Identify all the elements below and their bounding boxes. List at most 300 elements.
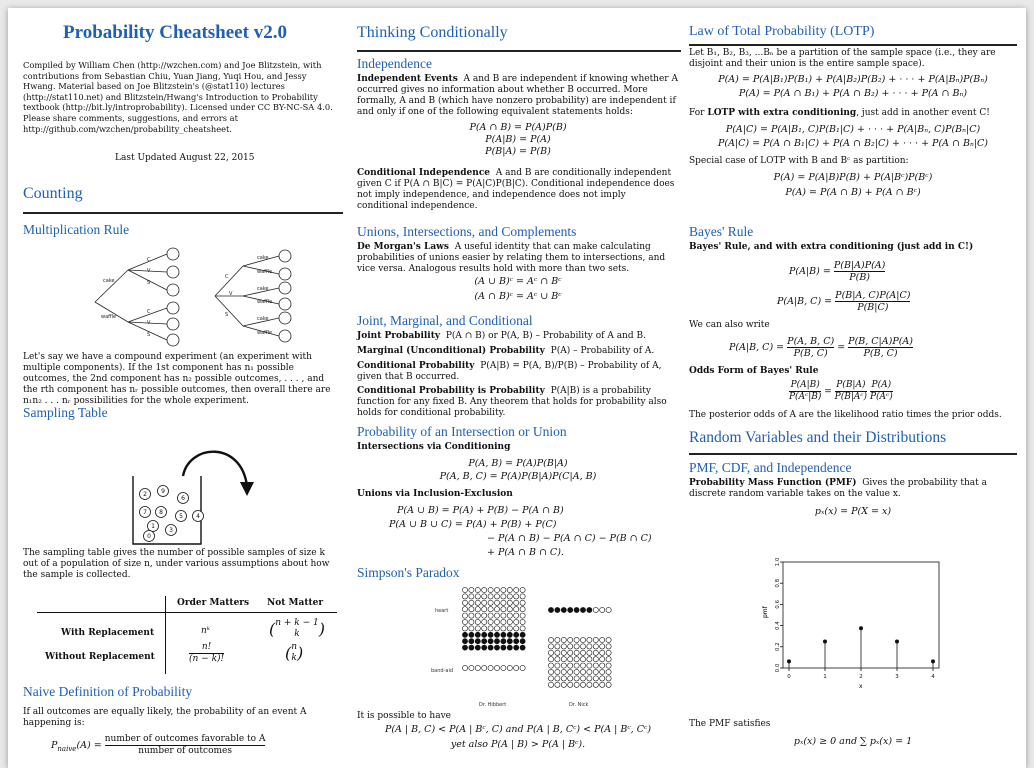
failure-dot	[600, 650, 605, 655]
binom-top: n + k − 1	[275, 618, 319, 628]
subsection-pmf-cdf: PMF, CDF, and Independence	[689, 460, 852, 475]
lotp-extra-bold: LOTP with extra conditioning	[707, 108, 857, 118]
section-rule	[23, 212, 343, 214]
success-dot	[488, 639, 493, 644]
failure-dot	[568, 637, 573, 642]
equation: (A ∩ B)ᶜ = Aᶜ ∪ Bᶜ	[474, 291, 562, 302]
section-thinking-conditionally: Thinking Conditionally	[357, 24, 508, 41]
odds-d1: P(Aᶜ|B)	[789, 392, 822, 402]
ball-label: 5	[179, 513, 183, 520]
failure-dot	[587, 644, 592, 649]
bayes-eq3-num1: P(A, B, C)	[787, 336, 835, 347]
bayes-eq2	[777, 290, 910, 313]
tree-branch: V	[229, 291, 233, 297]
pmf-conditions: pₓ(x) ≥ 0 and ∑ pₓ(x) = 1	[793, 736, 913, 747]
failure-dot	[482, 607, 487, 612]
equation: P(A) = P(A ∩ B₁) + P(A ∩ B₂) + · · · + P(A ∩ Bₙ)	[738, 88, 968, 99]
failure-dot	[600, 669, 605, 674]
failure-dot	[548, 657, 553, 662]
bayes-eq2-den: P(B|C)	[857, 302, 889, 313]
tree-label: waffle	[257, 330, 273, 336]
table-row-label: With Replacement	[61, 628, 155, 638]
failure-dot	[507, 665, 512, 670]
failure-dot	[587, 682, 592, 687]
failure-dot	[501, 619, 506, 624]
section-rule	[357, 50, 681, 52]
failure-dot	[606, 650, 611, 655]
failure-dot	[494, 665, 499, 670]
failure-dot	[475, 665, 480, 670]
failure-dot	[568, 663, 573, 668]
subsection-simpsons-paradox: Simpson's Paradox	[357, 565, 460, 580]
demorgan-label: De Morgan's Laws	[357, 242, 449, 252]
failure-dot	[494, 607, 499, 612]
failure-dot	[469, 619, 474, 624]
failure-dot	[548, 650, 553, 655]
equation: P(A ∪ B ∪ C) = P(A) + P(B) + P(C)	[389, 519, 557, 530]
table-header: Order Matters	[177, 598, 250, 608]
marginal-probability-text	[357, 346, 679, 357]
y-tick-label: 0.8	[775, 578, 781, 588]
odds-d3: P(Aᶜ)	[869, 392, 893, 402]
failure-dot	[561, 682, 566, 687]
pmf-satisfies-text: The PMF satisfies	[689, 719, 771, 729]
y-tick-label: 0.0	[775, 663, 781, 673]
success-dot	[514, 639, 519, 644]
success-dot	[482, 632, 487, 637]
failure-dot	[580, 669, 585, 674]
failure-dot	[482, 600, 487, 605]
ball-label: 9	[161, 488, 165, 495]
lotp-extra-post: , just add in another event C!	[856, 108, 990, 118]
failure-dot	[462, 613, 467, 618]
failure-dot	[520, 607, 525, 612]
failure-dot	[482, 587, 487, 592]
failure-dot	[462, 607, 467, 612]
failure-dot	[469, 600, 474, 605]
equation: yet also P(A | B) > P(A | Bᶜ).	[450, 739, 586, 750]
table-cell: ( n k )	[285, 642, 304, 663]
simpsons-paradox-diagram	[427, 586, 617, 708]
subsection-joint-marginal-conditional: Joint, Marginal, and Conditional	[357, 313, 533, 328]
simpson-heart-label: heart	[435, 608, 449, 614]
failure-dot	[593, 663, 598, 668]
tree-label: V	[147, 320, 151, 326]
cond-prob-is-prob-body: P(A|B) is a probability function for any fixed B. Any theorem that holds for probability also holds for conditional probability.	[357, 386, 667, 418]
success-dot	[580, 607, 585, 612]
x-tick-label: 3	[895, 674, 899, 680]
naive-sub: naive	[57, 744, 77, 753]
failure-dot	[494, 613, 499, 618]
failure-dot	[548, 669, 553, 674]
subsection-unions: Unions, Intersections, and Complements	[357, 224, 577, 239]
independent-events-text: A and B are independent if knowing whether A occurred gives no information about whether B occurred. More formally, A and B (which have nonzero probability) are independent if and only if one of the following equivalent statements holds:	[357, 74, 678, 117]
failure-dot	[574, 663, 579, 668]
equation: P(B|A) = P(B)	[485, 146, 551, 157]
success-dot	[501, 645, 506, 650]
failure-dot	[555, 637, 560, 642]
success-dot	[475, 639, 480, 644]
bayes-eq3-den2: P(B, C)	[863, 348, 898, 359]
failure-dot	[548, 644, 553, 649]
failure-dot	[574, 682, 579, 687]
subsection-intersection-union: Probability of an Intersection or Union	[357, 424, 567, 439]
success-dot	[494, 632, 499, 637]
section-random-variables: Random Variables and their Distributions	[689, 429, 947, 446]
failure-dot	[507, 619, 512, 624]
failure-dot	[561, 637, 566, 642]
failure-dot	[488, 607, 493, 612]
section-rule	[689, 44, 1017, 46]
failure-dot	[494, 626, 499, 631]
tree-label: waffle	[257, 269, 273, 275]
failure-dot	[488, 619, 493, 624]
x-tick-label: 4	[931, 674, 935, 680]
success-dot	[482, 645, 487, 650]
failure-dot	[514, 587, 519, 592]
failure-dot	[475, 600, 480, 605]
failure-dot	[574, 657, 579, 662]
conditional-probability-label: Conditional Probability	[357, 361, 475, 371]
equation: P(A ∪ B) = P(A) + P(B) − P(A ∩ B)	[397, 505, 564, 516]
success-dot	[587, 607, 592, 612]
failure-dot	[482, 613, 487, 618]
failure-dot	[488, 613, 493, 618]
bayes-eq1-den: P(B)	[849, 272, 871, 283]
naive-num: number of outcomes favorable to A	[104, 734, 266, 744]
failure-dot	[462, 600, 467, 605]
success-dot	[488, 632, 493, 637]
equation: P(A|C) = P(A ∩ B₁|C) + P(A ∩ B₂|C) + · · · + P(A ∩ Bₙ|C)	[717, 138, 989, 149]
x-tick-label: 2	[859, 674, 863, 680]
success-dot	[561, 607, 566, 612]
y-tick-label: 0.6	[775, 600, 781, 609]
pmf-point	[931, 659, 935, 663]
failure-dot	[600, 657, 605, 662]
failure-dot	[593, 657, 598, 662]
failure-dot	[488, 587, 493, 592]
pmf-ylabel: pmf	[762, 606, 769, 618]
table-cell: nᵏ	[201, 626, 211, 636]
conditional-probability-text	[357, 361, 679, 383]
multiplication-rule-text: Let's say we have a compound experiment (an experiment with multiple components). If the 1st component has n₁ possible outcomes, the 2nd component has n₂ possible outcomes, . . . , and the rth component has nᵣ possible outcomes, then overall there are n₁n₂ . . . nᵣ possibilities for the whole experiment.	[23, 352, 331, 406]
failure-dot	[482, 619, 487, 624]
pmf-point	[787, 659, 791, 663]
equation: P(A) = P(A ∩ B) + P(A ∩ Bᶜ)	[785, 187, 921, 198]
ball-label: 1	[151, 523, 155, 530]
failure-dot	[462, 594, 467, 599]
tree-label: C	[147, 309, 151, 315]
subsection-lotp: Law of Total Probability (LOTP)	[689, 24, 875, 39]
success-dot	[514, 645, 519, 650]
failure-dot	[501, 587, 506, 592]
tree-label: S	[147, 280, 151, 286]
failure-dot	[606, 637, 611, 642]
failure-dot	[514, 665, 519, 670]
page-title: Probability Cheatsheet v2.0	[63, 22, 287, 43]
failure-dot	[462, 626, 467, 631]
tree-label: C	[147, 257, 151, 263]
success-dot	[520, 639, 525, 644]
failure-dot	[587, 676, 592, 681]
failure-dot	[501, 600, 506, 605]
failure-dot	[561, 657, 566, 662]
bayes-eq1-num: P(B|A)P(A)	[833, 260, 886, 271]
y-tick-label: 0.2	[775, 642, 781, 652]
table-cell	[189, 642, 224, 665]
failure-dot	[488, 600, 493, 605]
tree-branch: waffle	[101, 314, 117, 320]
marginal-probability-label: Marginal (Unconditional) Probability	[357, 346, 545, 356]
failure-dot	[494, 600, 499, 605]
failure-dot	[587, 657, 592, 662]
intersections-via-conditioning: Intersections via Conditioning	[357, 442, 511, 452]
failure-dot	[600, 682, 605, 687]
failure-dot	[593, 682, 598, 687]
pmf-chart	[749, 552, 949, 692]
failure-dot	[587, 663, 592, 668]
failure-dot	[568, 669, 573, 674]
bayes-eq3-num2: P(B, C|A)P(A)	[848, 336, 913, 347]
failure-dot	[600, 644, 605, 649]
failure-dot	[475, 594, 480, 599]
failure-dot	[555, 682, 560, 687]
failure-dot	[494, 587, 499, 592]
failure-dot	[574, 676, 579, 681]
x-tick-label: 1	[823, 674, 827, 680]
table-cell: ( n + k − 1 k )	[269, 618, 326, 639]
tree-label: cake	[257, 316, 269, 322]
ball-label: 7	[143, 509, 147, 516]
failure-dot	[600, 663, 605, 668]
failure-dot	[600, 607, 605, 612]
ball-label: 4	[196, 513, 200, 520]
failure-dot	[548, 663, 553, 668]
ball-label: 2	[143, 491, 147, 498]
tree-branch: cake	[103, 278, 115, 284]
failure-dot	[568, 657, 573, 662]
pmf-point	[859, 626, 863, 630]
equation: P(A, B) = P(A)P(B|A)	[468, 458, 568, 469]
simpson-bandaid-label: band-aid	[431, 668, 454, 674]
ball-label: 0	[147, 533, 151, 540]
section-counting: Counting	[23, 185, 83, 202]
pmf-point	[895, 640, 899, 644]
y-tick-label: 0.4	[775, 621, 781, 630]
failure-dot	[488, 594, 493, 599]
failure-dot	[475, 626, 480, 631]
failure-dot	[568, 644, 573, 649]
failure-dot	[514, 619, 519, 624]
failure-dot	[520, 665, 525, 670]
failure-dot	[593, 669, 598, 674]
failure-dot	[475, 619, 480, 624]
failure-dot	[494, 619, 499, 624]
failure-dot	[469, 665, 474, 670]
subsection-independence: Independence	[357, 56, 432, 71]
success-dot	[469, 639, 474, 644]
failure-dot	[561, 644, 566, 649]
ball-label: 6	[181, 495, 185, 502]
equation: (A ∪ B)ᶜ = Aᶜ ∩ Bᶜ	[474, 276, 562, 287]
pmf-text	[689, 478, 1017, 500]
failure-dot	[593, 637, 598, 642]
failure-dot	[507, 613, 512, 618]
demorgan-text	[357, 242, 679, 275]
ball-label: 3	[169, 527, 173, 534]
failure-dot	[482, 594, 487, 599]
failure-dot	[520, 613, 525, 618]
failure-dot	[580, 637, 585, 642]
failure-dot	[593, 607, 598, 612]
unions-via-inclusion-exclusion: Unions via Inclusion-Exclusion	[357, 489, 513, 499]
independent-events-label: Independent Events	[357, 74, 458, 84]
failure-dot	[469, 587, 474, 592]
failure-dot	[475, 587, 480, 592]
intro-text: Compiled by William Chen (http://wzchen.com) and Joe Blitzstein, with contributions from Sebastian Chiu, Yuan Jiang, Yuqi Hou, and Jessy Hwang. Material based on Joe Blitzstein's (@stat110) lectures (http://stat110.net) and Blitzstein/Hwang's Introduction to Probability textbook (http://bit.ly/introprobability). Licensed under CC BY-NC-SA 4.0. Please share comments, suggestions, and errors at http://github.com/wzchen/probability_cheatsheet.	[23, 60, 333, 134]
failure-dot	[606, 682, 611, 687]
frac-den: (n − k)!	[189, 654, 225, 664]
failure-dot	[580, 663, 585, 668]
equation: P(A ∩ B) = P(A)P(B)	[469, 122, 567, 133]
bayes-eq1	[789, 260, 885, 283]
bayes-also-text: We can also write	[689, 320, 770, 330]
failure-dot	[548, 637, 553, 642]
failure-dot	[520, 587, 525, 592]
bayes-eq3-lhs: P(A|B, C) =	[729, 342, 785, 353]
failure-dot	[469, 594, 474, 599]
success-dot	[469, 632, 474, 637]
success-dot	[520, 632, 525, 637]
subsection-bayes-rule: Bayes' Rule	[689, 224, 754, 239]
failure-dot	[568, 682, 573, 687]
failure-dot	[574, 650, 579, 655]
ball-label: 8	[159, 509, 163, 516]
odds-n3: P(A)	[871, 380, 892, 390]
section-rule	[689, 453, 1017, 455]
failure-dot	[514, 626, 519, 631]
failure-dot	[507, 587, 512, 592]
failure-dot	[482, 665, 487, 670]
bayes-eq2-lhs: P(A|B, C) =	[777, 296, 833, 307]
equation: P(A|C) = P(A|B₁, C)P(B₁|C) + · · · + P(A|Bₙ, C)P(Bₙ|C)	[725, 124, 981, 135]
odds-n2: P(B|A)	[836, 380, 866, 390]
success-dot	[555, 607, 560, 612]
failure-dot	[507, 626, 512, 631]
lotp-text: Let B₁, B₂, B₃, ...Bₙ be a partition of the sample space (i.e., they are disjoint and their union is the entire sample space).	[689, 48, 996, 69]
conditional-independence-label: Conditional Independence	[357, 168, 491, 178]
failure-dot	[593, 676, 598, 681]
lotp-extra-pre: For	[689, 108, 705, 118]
failure-dot	[555, 650, 560, 655]
failure-dot	[462, 587, 467, 592]
sampling-table-text: The sampling table gives the number of possible samples of size k out of a population of size n, under various assumptions about how the sample is collected.	[23, 548, 330, 580]
pmf-body: Gives the probability that a discrete random variable takes on the value x.	[689, 478, 987, 499]
failure-dot	[494, 594, 499, 599]
failure-dot	[606, 644, 611, 649]
joint-probability-body: P(A ∩ B) or P(A, B) – Probability of A and B.	[445, 331, 646, 341]
frac-num: n!	[189, 642, 224, 654]
table-row-label: Without Replacement	[45, 652, 155, 662]
failure-dot	[520, 594, 525, 599]
failure-dot	[475, 613, 480, 618]
failure-dot	[587, 650, 592, 655]
failure-dot	[555, 676, 560, 681]
failure-dot	[488, 626, 493, 631]
conditional-independence-body: A and B are conditionally independent given C if P(A ∩ B|C) = P(A|C)P(B|C). Conditional independence does not imply independence, and independence does not imply conditional independence.	[357, 168, 675, 211]
success-dot	[520, 645, 525, 650]
failure-dot	[520, 619, 525, 624]
failure-dot	[555, 669, 560, 674]
subsection-naive-definition: Naive Definition of Probability	[23, 684, 193, 699]
failure-dot	[606, 607, 611, 612]
conditional-probability-body: P(A|B) = P(A, B)/P(B) – Probability of A, given that B occurred.	[357, 361, 662, 382]
success-dot	[494, 645, 499, 650]
bayes-eq3-den1: P(B, C)	[793, 348, 828, 359]
pmf-equation: pₓ(x) = P(X = x)	[814, 506, 892, 517]
failure-dot	[507, 607, 512, 612]
failure-dot	[469, 607, 474, 612]
table-header: Not Matter	[267, 598, 324, 608]
failure-dot	[574, 669, 579, 674]
failure-dot	[462, 665, 467, 670]
failure-dot	[488, 665, 493, 670]
naive-p: P	[51, 740, 58, 751]
success-dot	[501, 632, 506, 637]
equation: P(A, B, C) = P(A)P(B|A)P(C|A, B)	[439, 471, 597, 482]
failure-dot	[501, 613, 506, 618]
failure-dot	[600, 637, 605, 642]
failure-dot	[462, 619, 467, 624]
success-dot	[514, 632, 519, 637]
odds-text: The posterior odds of A are the likelihood ratio times the prior odds.	[689, 410, 1002, 420]
failure-dot	[580, 650, 585, 655]
success-dot	[501, 639, 506, 644]
tree-label: S	[147, 332, 151, 338]
failure-dot	[580, 682, 585, 687]
cond-prob-is-prob-text	[357, 386, 679, 419]
urn-diagram	[123, 446, 263, 548]
failure-dot	[606, 669, 611, 674]
failure-dot	[587, 669, 592, 674]
lotp-extra-text	[689, 108, 1017, 119]
failure-dot	[600, 676, 605, 681]
success-dot	[494, 639, 499, 644]
cheatsheet-page	[8, 8, 1026, 768]
success-dot	[507, 645, 512, 650]
conditional-independence-text	[357, 168, 679, 212]
bayes-eq1-lhs: P(A|B) =	[789, 266, 831, 277]
failure-dot	[580, 676, 585, 681]
y-tick-label: 1.0	[775, 557, 781, 567]
naive-arg: (A) =	[76, 740, 102, 751]
failure-dot	[469, 626, 474, 631]
success-dot	[488, 645, 493, 650]
failure-dot	[507, 600, 512, 605]
failure-dot	[593, 644, 598, 649]
success-dot	[462, 632, 467, 637]
demorgan-body: A useful identity that can make calculating probabilities of unions easier by relating them to intersections, and vice versa. Analogous results hold with more than two sets.	[357, 242, 666, 274]
success-dot	[482, 639, 487, 644]
success-dot	[507, 632, 512, 637]
failure-dot	[555, 657, 560, 662]
pmf-xlabel: x	[859, 683, 863, 690]
equation: P(A|B) = P(A)	[485, 134, 551, 145]
tree-label: waffle	[257, 299, 273, 305]
bayes-eq3: P(A|B, C) = $\frac{P(A, B, C)}{P(B, C)}$ = $\frac{P(B, C|A)P(A)}{P(B, C)}$	[729, 336, 913, 359]
tree-branch: C	[225, 274, 229, 280]
tree-branch: S	[225, 312, 229, 318]
